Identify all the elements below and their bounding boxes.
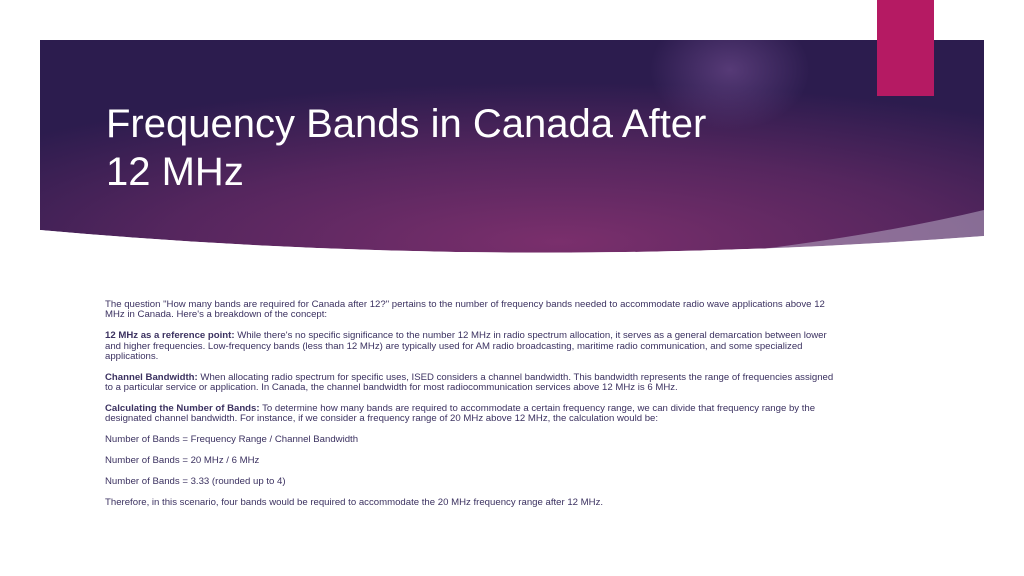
point-heading: Calculating the Number of Bands: xyxy=(105,403,260,415)
title-line-1: Frequency Bands in Canada After xyxy=(106,102,707,146)
accent-tab xyxy=(877,0,934,96)
point-text: While there's no specific significance to the number 12 MHz in radio spectrum allocation, it serves as a general demarcation between lower and higher frequencies. Low-frequency bands (less than 12 MHz) are typically used for AM radio broadcasting, maritime radio communication, and some specialized applications. xyxy=(105,330,827,363)
point-reference xyxy=(105,331,840,362)
point-text: To determine how many bands are required to accommodate a certain frequency range, we can divide that frequency range by the designated channel bandwidth. For instance, if we consider a frequency range of 20 MHz above 12 MHz, the calculation would be: xyxy=(105,403,816,425)
point-bandwidth xyxy=(105,373,840,394)
formula-line: Number of Bands = 20 MHz / 6 MHz xyxy=(105,455,260,467)
slide-title xyxy=(106,100,846,196)
conclusion-paragraph: Therefore, in this scenario, four bands would be required to accommodate the 20 MHz frequency range after 12 MHz. xyxy=(105,496,604,508)
point-heading: 12 MHz as a reference point: xyxy=(105,330,235,342)
slide-body xyxy=(105,300,840,518)
formula-line: Number of Bands = 3.33 (rounded up to 4) xyxy=(105,475,286,487)
intro-paragraph: The question "How many bands are required for Canada after 12?" pertains to the number of frequency bands needed to accommodate radio wave applications above 12 MHz in Canada. Here's a breakdown of the concept: xyxy=(105,299,825,321)
point-text: When allocating radio spectrum for specific uses, ISED considers a channel bandwidth. This bandwidth represents the range of frequencies assigned to a particular service or application. In Canada, the channel bandwidth for most radiocommunication services above 12 MHz is 6 MHz. xyxy=(105,371,834,394)
title-line-2: 12 MHz xyxy=(106,150,244,194)
point-calculation xyxy=(105,404,840,425)
formula-line: Number of Bands = Frequency Range / Channel Bandwidth xyxy=(105,434,359,446)
point-heading: Channel Bandwidth: xyxy=(105,371,198,383)
